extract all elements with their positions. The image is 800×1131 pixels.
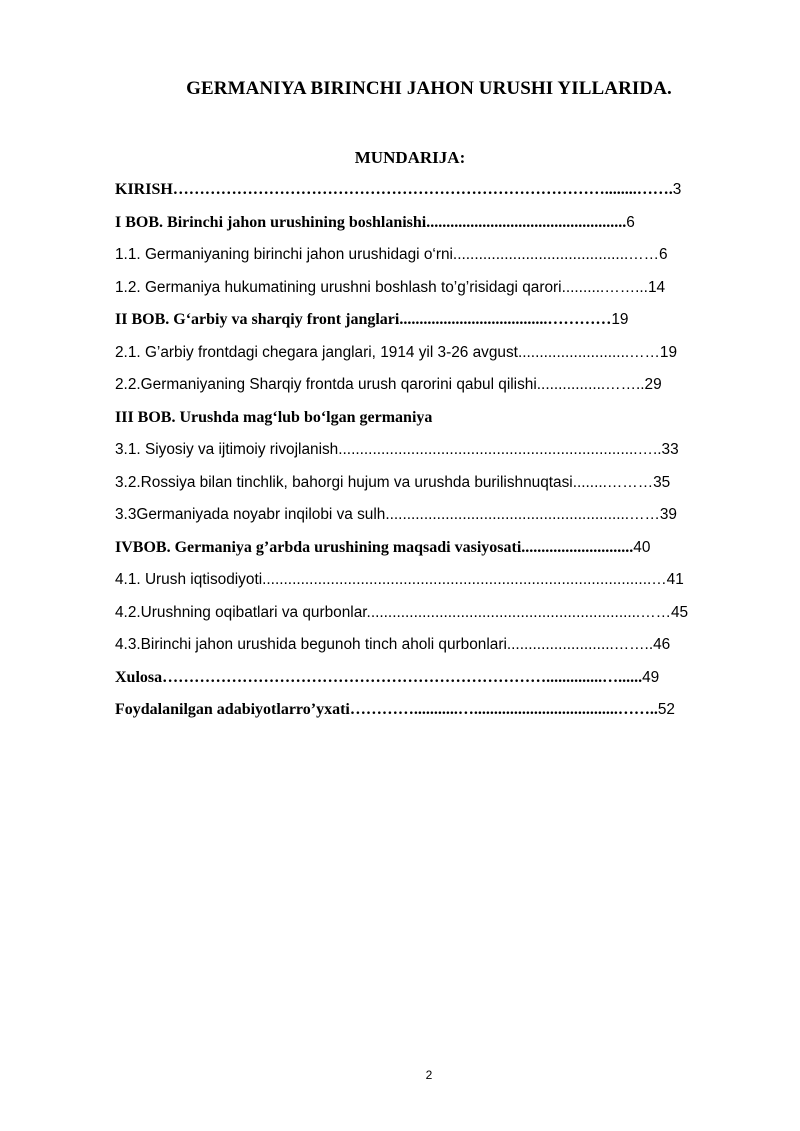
toc-entry-section-4-3[interactable]	[115, 631, 688, 664]
toc-entry-title: III BOB. Urushda mag‘lub bo‘lgan germaniya	[115, 408, 433, 426]
toc-entry-page: 19	[611, 311, 629, 328]
toc-entry-page: 6	[626, 213, 635, 231]
toc-entry-page: 35	[653, 473, 671, 491]
toc-entry-title: 4.3.Birinchi jahon urushida begunoh tinch aholi qurbonlari.........................……..	[115, 636, 654, 653]
toc-entry-section-3-1[interactable]	[115, 436, 688, 469]
toc-entry-title: Xulosa………………………………………………………………..............…......	[115, 668, 643, 686]
toc-entry-title: 1.1. Germaniyaning birinchi jahon urushidagi o‘rni.........................................……	[115, 246, 660, 263]
toc-entry-section-2-1[interactable]	[115, 339, 688, 372]
toc-entry-title: 4.1. Urush iqtisodiyoti...........................................................................................…	[115, 571, 667, 588]
toc-entry-title: 3.3Germaniyada noyabr inqilobi va sulh.........................................................……	[115, 506, 660, 523]
toc-entry-page: 33	[661, 441, 679, 458]
toc-entry-title: Foydalanilgan adabiyotlarro’yxati…………...........…....................................……..	[115, 701, 658, 718]
toc-entry-title: 3.2.Rossiya bilan tinchlik, bahorgi hujum va urushda burilishnuqtasi........………	[115, 473, 654, 491]
toc-entry-page: 3	[672, 181, 682, 198]
toc-entry-page: 41	[666, 571, 684, 588]
toc-entry-section-3-3[interactable]	[115, 501, 688, 534]
toc-entry-title: I BOB. Birinchi jahon urushining boshlanishi..................................................	[115, 213, 627, 231]
toc-entry-section-3-2[interactable]	[115, 469, 688, 502]
toc-entry-page: 39	[659, 506, 677, 523]
toc-entry-page: 6	[659, 246, 668, 263]
toc-entry-title: 3.1. Siyosiy va ijtimoiy rivojlanish......................................................................…..	[115, 441, 662, 458]
toc-entry-page: 45	[671, 603, 689, 621]
toc-entry-title: KIRISH………………………………………………………………………........…….	[115, 181, 673, 198]
toc-entry-page: 52	[657, 701, 675, 718]
toc-entry-chapter-3[interactable]	[115, 404, 688, 437]
toc-entry-title: 4.2.Urushning oqibatlari va qurbonlar................................................................……	[115, 603, 671, 621]
page-number: 2	[425, 1068, 433, 1082]
toc-entry-section-1-1[interactable]	[115, 241, 688, 274]
table-of-contents	[115, 176, 688, 729]
toc-entry-page: 40	[633, 538, 651, 556]
toc-entry-title: 2.1. G’arbiy frontdagi chegara janglari, 1914 yil 3-26 avgust..........................……	[115, 343, 660, 361]
toc-entry-section-2-2[interactable]	[115, 371, 688, 404]
toc-entry-kirish[interactable]	[115, 176, 688, 209]
toc-entry-title: 1.2. Germaniya hukumatining urushni boshlash to’g’risidagi qarori..........……...	[115, 278, 648, 296]
document-title: GERMANIYA BIRINCHI JAHON URUSHI YILLARIDA.	[186, 78, 672, 99]
toc-entry-chapter-2[interactable]	[115, 306, 688, 339]
toc-entry-section-1-2[interactable]	[115, 274, 688, 307]
toc-entry-bibliography[interactable]	[115, 696, 688, 729]
toc-entry-chapter-1[interactable]	[115, 209, 688, 242]
toc-entry-xulosa[interactable]	[115, 664, 688, 697]
toc-entry-section-4-2[interactable]	[115, 599, 688, 632]
toc-entry-page: 29	[644, 376, 662, 393]
toc-entry-page: 19	[659, 343, 678, 361]
toc-entry-section-4-1[interactable]	[115, 566, 688, 599]
toc-entry-title: 2.2.Germaniyaning Sharqiy frontda urush qarorini qabul qilishi................……..	[115, 376, 645, 393]
toc-entry-page: 49	[642, 668, 660, 686]
toc-entry-title: II BOB. G‘arbiy va sharqiy front janglari.....................................…………	[115, 311, 612, 328]
toc-heading: MUNDARIJA:	[354, 148, 466, 167]
toc-entry-page: 46	[653, 636, 671, 653]
toc-entry-title: IVBOB. Germaniya g’arbda urushining maqsadi vasiyosati............................	[115, 538, 634, 556]
toc-entry-chapter-4[interactable]	[115, 534, 688, 567]
toc-entry-page: 14	[647, 278, 666, 296]
